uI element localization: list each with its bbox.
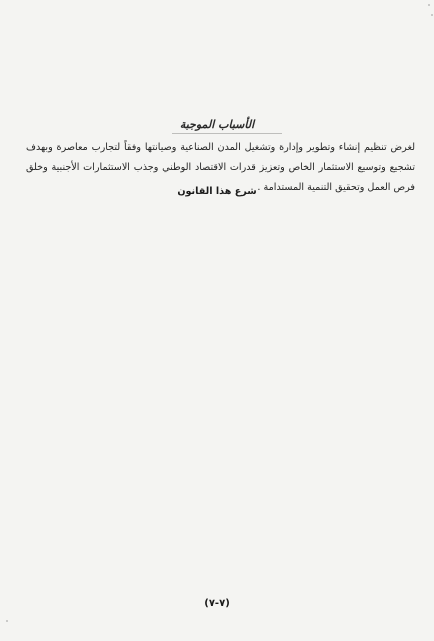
enactment-line: شرع هذا القانون — [177, 186, 257, 197]
scan-speck — [431, 14, 433, 16]
page-number: (٧-٧) — [204, 598, 230, 609]
document-heading: الأسباب الموجبة — [179, 118, 255, 131]
scan-speck — [6, 620, 8, 622]
heading-underline — [172, 133, 282, 134]
scan-speck — [428, 4, 430, 6]
document-body-paragraph: لغرض تنظيم إنشاء وتطوير وإدارة وتشغيل المدن الصناعية وصيانتها وفقاً لتجارب معاصرة وبهدف تشجيع وتوسيع الاستثمار الخاص وتعزيز قدرات الاقتصاد الوطني وجذب الاستثمارات الأجنبية وخلق فرص العمل وتحقيق التنمية المستدامة . — [26, 142, 415, 193]
